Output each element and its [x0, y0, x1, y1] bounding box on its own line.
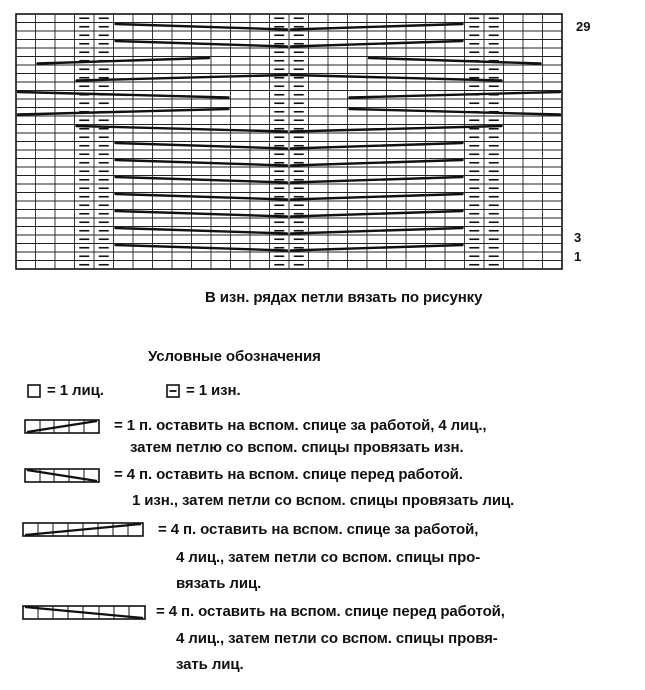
legend-knit-label: = 1 лиц. — [47, 382, 104, 399]
legend-item-4-line-3: зать лиц. — [176, 656, 244, 673]
purl-symbol-icon — [166, 384, 180, 398]
cable-symbol-2-icon — [24, 466, 100, 486]
legend-purl-label: = 1 изн. — [186, 382, 241, 399]
legend-title: Условные обозначения — [148, 348, 321, 365]
legend-item-2-line-1: = 4 п. оставить на вспом. спице перед работой. — [114, 466, 463, 483]
legend-item-1-line-2: затем петлю со вспом. спицы провязать изн. — [130, 439, 464, 456]
legend-item-3-line-2: 4 лиц., затем петли со вспом. спицы про- — [176, 549, 481, 566]
row-label-3: 3 — [574, 230, 582, 245]
cable-symbol-4-icon — [22, 603, 146, 623]
knit-symbol-icon — [27, 384, 41, 398]
chart-note: В изн. рядах петли вязать по рисунку — [205, 289, 483, 306]
cable-symbol-1-icon — [24, 417, 100, 437]
legend-item-4-line-1: = 4 п. оставить на вспом. спице перед работой, — [156, 603, 505, 620]
legend-item-3-line-1: = 4 п. оставить на вспом. спице за работой, — [158, 521, 479, 538]
legend-item-4-line-2: 4 лиц., затем петли со вспом. спицы провя- — [176, 630, 498, 647]
legend-item-3-line-3: вязать лиц. — [176, 575, 262, 592]
knitting-chart — [0, 0, 645, 275]
legend-item-2-line-2: 1 изн., затем петли со вспом. спицы провязать лиц. — [132, 492, 515, 509]
legend-item-1-line-1: = 1 п. оставить на вспом. спице за работой, 4 лиц., — [114, 417, 487, 434]
chart-grid — [16, 14, 562, 269]
cable-symbol-3-icon — [22, 520, 144, 540]
row-label-29: 29 — [576, 19, 591, 34]
row-label-1: 1 — [574, 249, 582, 264]
